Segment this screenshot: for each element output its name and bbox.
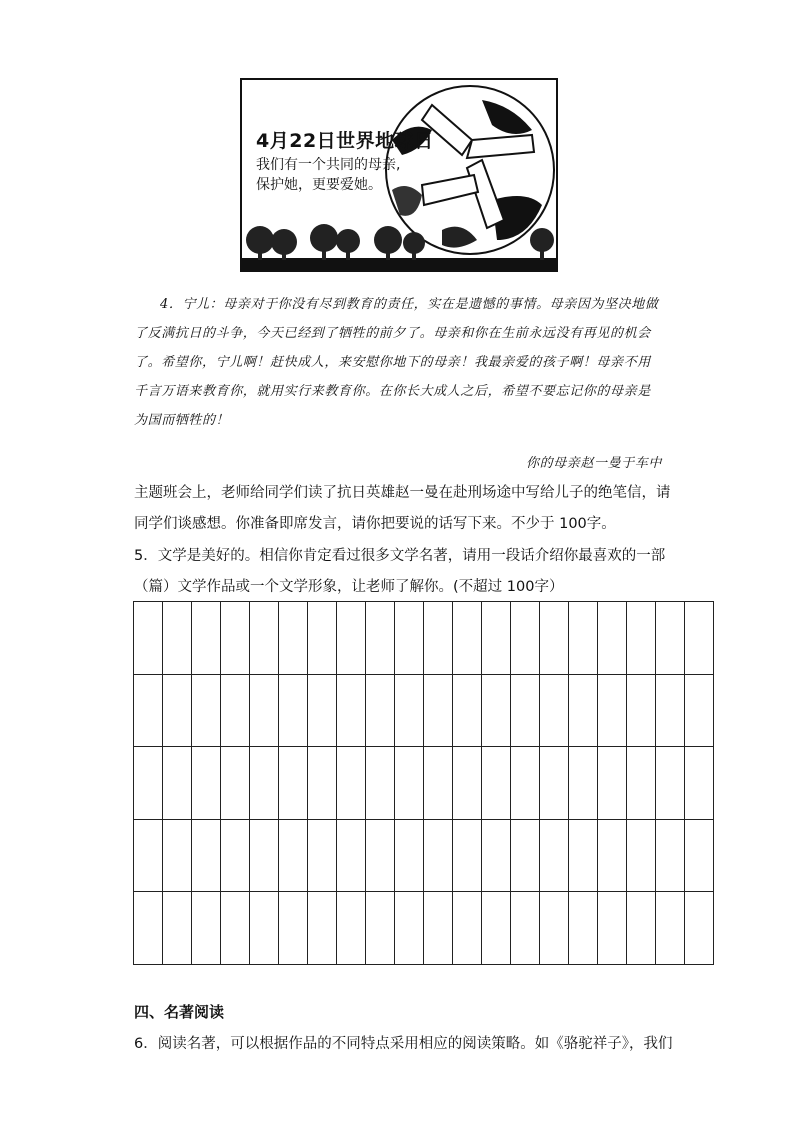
grid-cell[interactable] [685,820,714,893]
grid-cell[interactable] [598,747,627,820]
grid-cell[interactable] [627,747,656,820]
grid-cell[interactable] [482,602,511,675]
grid-cell[interactable] [221,892,250,965]
grid-cell[interactable] [569,892,598,965]
grid-cell[interactable] [685,675,714,748]
question5-line1: 5．文学是美好的。相信你肯定看过很多文学名著，请用一段话介绍你最喜欢的一部 [134,548,666,564]
grid-cell[interactable] [511,892,540,965]
grid-cell[interactable] [308,820,337,893]
grid-cell[interactable] [598,820,627,893]
grid-cell[interactable] [627,820,656,893]
grid-cell[interactable] [424,892,453,965]
grid-cell[interactable] [656,747,685,820]
grid-cell[interactable] [250,602,279,675]
grid-cell[interactable] [656,892,685,965]
grid-cell[interactable] [192,675,221,748]
grid-cell[interactable] [192,747,221,820]
earth-day-poster [240,78,558,272]
grid-cell[interactable] [395,820,424,893]
grid-cell[interactable] [163,675,192,748]
grid-cell[interactable] [656,820,685,893]
grid-cell[interactable] [453,602,482,675]
grid-cell[interactable] [395,602,424,675]
grid-cell[interactable] [366,675,395,748]
grid-cell[interactable] [163,820,192,893]
question4-line2: 同学们谈感想。你准备即席发言，请你把要说的话写下来。不少于 100字。 [134,516,616,532]
grid-cell[interactable] [134,892,163,965]
grid-cell[interactable] [482,747,511,820]
letter-signature: 你的母亲赵一曼于车中 [525,456,662,471]
grid-cell[interactable] [598,892,627,965]
grid-cell[interactable] [308,892,337,965]
grid-cell[interactable] [598,602,627,675]
grid-cell[interactable] [424,675,453,748]
grid-cell[interactable] [308,747,337,820]
grid-cell[interactable] [221,820,250,893]
grid-cell[interactable] [250,892,279,965]
grid-cell[interactable] [221,675,250,748]
letter-excerpt [134,290,664,435]
grid-cell[interactable] [395,747,424,820]
grid-cell[interactable] [395,892,424,965]
grid-cell[interactable] [424,747,453,820]
section-heading: 四、名著阅读 [134,1003,225,1021]
grid-cell[interactable] [192,602,221,675]
grid-cell[interactable] [134,602,163,675]
grid-cell[interactable] [279,602,308,675]
grid-cell[interactable] [337,747,366,820]
grid-cell[interactable] [163,747,192,820]
grid-cell[interactable] [685,602,714,675]
grid-cell[interactable] [366,602,395,675]
grid-cell[interactable] [337,602,366,675]
grid-cell[interactable] [192,820,221,893]
grid-cell[interactable] [134,675,163,748]
grid-cell[interactable] [453,747,482,820]
grid-cell[interactable] [482,675,511,748]
grid-cell[interactable] [250,675,279,748]
grid-cell[interactable] [482,820,511,893]
grid-cell[interactable] [308,675,337,748]
grid-cell[interactable] [366,820,395,893]
poster-title: 4月22日世界地球日 [256,130,434,152]
grid-cell[interactable] [395,675,424,748]
grid-cell[interactable] [511,602,540,675]
grid-cell[interactable] [685,747,714,820]
question4-line1: 主题班会上，老师给同学们读了抗日英雄赵一曼在赴刑场途中写给儿子的绝笔信，请 [134,485,671,501]
grid-cell[interactable] [627,892,656,965]
grid-cell[interactable] [134,820,163,893]
grid-cell[interactable] [656,675,685,748]
grid-cell[interactable] [453,675,482,748]
grid-cell[interactable] [540,602,569,675]
grid-cell[interactable] [337,892,366,965]
grid-cell[interactable] [250,820,279,893]
question6-line1: 6．阅读名著，可以根据作品的不同特点采用相应的阅读策略。如《骆驼祥子》，我们 [134,1036,673,1052]
grid-cell[interactable] [598,675,627,748]
grid-cell[interactable] [656,602,685,675]
grid-cell[interactable] [569,747,598,820]
grid-cell[interactable] [569,602,598,675]
grid-cell[interactable] [540,747,569,820]
grid-cell[interactable] [134,747,163,820]
grid-cell[interactable] [453,892,482,965]
grid-cell[interactable] [192,892,221,965]
grid-cell[interactable] [424,602,453,675]
grid-cell[interactable] [540,675,569,748]
grid-cell[interactable] [511,675,540,748]
grid-cell[interactable] [482,892,511,965]
grid-cell[interactable] [163,892,192,965]
question5-line2: （篇）文学作品或一个文学形象，让老师了解你。(不超过 100字） [134,579,564,595]
grid-cell[interactable] [221,602,250,675]
poster-slogan-line2: 保护她，更要爱她。 [256,177,382,193]
grid-cell[interactable] [540,820,569,893]
grid-cell[interactable] [250,747,279,820]
grid-cell[interactable] [221,747,250,820]
grid-cell[interactable] [366,892,395,965]
grid-cell[interactable] [453,820,482,893]
grid-cell[interactable] [569,675,598,748]
grid-cell[interactable] [424,820,453,893]
grid-cell[interactable] [540,892,569,965]
grid-cell[interactable] [569,820,598,893]
grid-cell[interactable] [279,820,308,893]
grid-cell[interactable] [163,602,192,675]
grid-cell[interactable] [627,602,656,675]
grid-cell[interactable] [511,820,540,893]
grid-cell[interactable] [366,747,395,820]
grid-cell[interactable] [279,892,308,965]
poster-slogan-line1: 我们有一个共同的母亲, [256,157,401,173]
grid-cell[interactable] [511,747,540,820]
grid-cell[interactable] [308,602,337,675]
grid-cell[interactable] [685,892,714,965]
grid-cell[interactable] [337,675,366,748]
grid-cell[interactable] [279,747,308,820]
grid-cell[interactable] [279,675,308,748]
grid-cell[interactable] [627,675,656,748]
answer-grid[interactable] [133,601,714,965]
letter-paragraph: 4．宁儿：母亲对于你没有尽到教育的责任，实在是遗憾的事情。母亲因为坚决地做了反满抗日的斗争，今天已经到了牺牲的前夕了。母亲和你在生前永远没有再见的机会了。希望你，宁儿啊！赶快成人，来安慰你地下的母亲！我最亲爱的孩子啊！母亲不用千言万语来教育你，就用实行来教育你。在你长大成人之后，希望不要忘记你的母亲是为国而牺牲的！ [134,297,659,428]
grid-cell[interactable] [337,820,366,893]
